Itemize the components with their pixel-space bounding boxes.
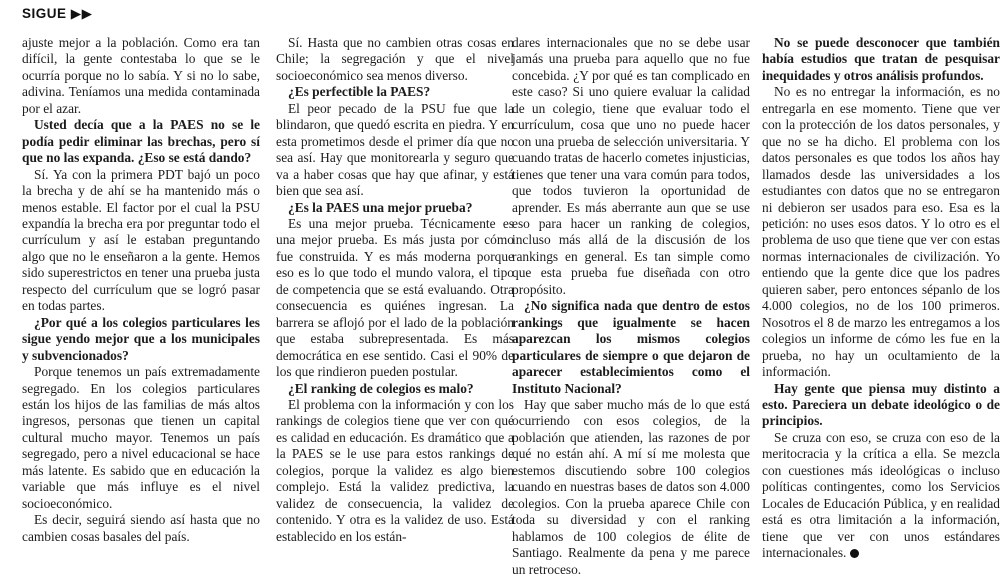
paragraph-text: Hay que saber mucho más de lo que está ocurriendo con esos colegios, de la población que atienden, las razones de por qué no están ahí. A mí sí me molesta que estemos discutiendo sobre 100 colegios cuando en nuestras bases de datos son 4.000 colegios. Con la prueba aparece Chile con toda su diversidad y con el ranking hablamos de 100 colegios de élite de Santiago. Realmente da pena y me parece un retroceso.: [512, 396, 750, 577]
paragraph-text: ¿El ranking de colegios es malo?: [288, 380, 474, 396]
paragraph-text: ¿Es perfectible la PAES?: [288, 84, 431, 100]
paragraph-text: Porque tenemos un país extremadamente segregado. En los colegios particulares están los hijos de las familias de más altos ingresos, personas que tienen un capital cultural mucho mayor. Tenemos un país segregado, pero a nivel educacional se hace más latente. Es sabido que en educación la variable que más influye es el nivel socioeconómico.: [22, 364, 260, 511]
article-column-1: [22, 35, 260, 545]
answer-paragraph: [22, 512, 260, 545]
article-column-3: [512, 35, 750, 578]
paragraph-text: El peor pecado de la PSU fue que la blindaron, que quedó escrita en piedra. Y en esta prometimos desde el primer día que no sea así. Hay que monitorearla y seguro que va a haber cosas que hay que afinar, y está bien que sea así.: [276, 100, 514, 199]
end-of-article-icon: [850, 549, 859, 558]
paragraph-text: No se puede desconocer que también había estudios que tratan de pesquisar inequidades y otros análisis profundos.: [762, 35, 1000, 83]
paragraph-text: El problema con la información y con los rankings de colegios tiene que ver con qué es calidad en educación. Es dramático que a la PAES se le use para estos rankings de colegios, porque la validez es algo bien complejo. Está la validez predictiva, la validez de consecuencia, la validez de contenido. Y otra es la validez de uso. Está establecido en los están-: [276, 396, 514, 544]
paragraph-text: No es no entregar la información, es no entregarla en ese momento. Tiene que ver con la protección de los datos personales, y que no se ha dicho. El problema con los datos personales es que todos los años hay llamados desde las universidades a los estudiantes con datos que no se entregaron ni debieron ser usados para eso. Esa es la petición: no uses esos datos. Y lo otro es el problema de uso que tiene que ver con estas normas internacionales de civilización. Yo entiendo que la gente dice que los padres quieren saber, pero entonces sépanlo de los 4.000 colegios, no de los 100 primeros. Nosotros el 8 de marzo les entregamos a los colegios un informe de cómo les fue en la prueba, no hay un ocultamiento de la información.: [762, 84, 1000, 380]
answer-paragraph: [22, 364, 260, 512]
paragraph-text: Hay gente que piensa muy distinto a esto. Pareciera un debate ideológico o de principios.: [762, 380, 1000, 429]
article-column-4: [762, 35, 1000, 562]
interview-question: [512, 298, 750, 397]
interview-subheading: [276, 200, 514, 216]
paragraph-text: ¿No significa nada que dentro de estos rankings que igualmente se hacen aparezcan los mismos colegios particulares de siempre o que dejaron de aparecer establecimientos como el Instituto Nacional?: [512, 298, 750, 396]
interview-question: [22, 117, 260, 166]
interview-question: [22, 315, 260, 364]
answer-paragraph: [276, 397, 514, 545]
answer-paragraph: [762, 430, 1000, 562]
answer-paragraph: [276, 35, 514, 84]
paragraph-text: ¿Es la PAES una mejor prueba?: [288, 199, 473, 215]
paragraph-text: Usted decía que a la PAES no se le podía pedir eliminar las brechas, pero sí que no las expanda. ¿Eso se está dando?: [22, 117, 260, 166]
answer-paragraph: [22, 35, 260, 117]
interview-subheading: [276, 84, 514, 100]
interview-question: [762, 381, 1000, 430]
answer-paragraph: [22, 167, 260, 315]
paragraph-text: Es decir, seguirá siendo así hasta que no cambien cosas basales del país.: [22, 512, 260, 544]
answer-paragraph: [512, 35, 750, 298]
paragraph-text: Sí. Hasta que no cambien otras cosas en Chile; la segregación y que el nivel socioeconómico sea menos diverso.: [276, 35, 514, 83]
article-column-2: [276, 35, 514, 545]
answer-paragraph: [276, 216, 514, 381]
answer-paragraph: [762, 84, 1000, 380]
answer-paragraph: [512, 397, 750, 578]
paragraph-text: ajuste mejor a la población. Como era tan difícil, la gente contestaba lo que se le ocurría porque no lo sabía. Y si no lo sabe, adivina. Teníamos una medida contaminada por el azar.: [22, 35, 260, 116]
paragraph-text: ¿Por qué a los colegios particulares les sigue yendo mejor que a los municipales y subvencionados?: [22, 314, 260, 363]
paragraph-text: Es una mejor prueba. Técnicamente es una mejor prueba. Es más justa por cómo fue construida. Y es más moderna porque eso es lo que todo el mundo valora, el tipo de competencia que se está evaluando. Otra consecuencia es quiénes ingresan. La barrera se aflojó por el lado de la población que estaba subrepresentada. Es más democrática en ese sentido. Casi el 90% de los que rindieron pueden postular.: [276, 215, 514, 380]
paragraph-text: Se cruza con eso, se cruza con eso de la meritocracia y la crítica a ella. Se mezcla con cuestiones más ideológicas o incluso políticas contingentes, como los Servicios Locales de Educación Pública, y en realidad está es otra limitación a la información, tiene que ver con unos estándares internacionales.: [762, 429, 1000, 561]
interview-question: [762, 35, 1000, 84]
interview-subheading: [276, 381, 514, 397]
continue-marker: SIGUE ▶▶: [22, 6, 93, 21]
paragraph-text: dares internacionales que no se debe usar jamás una prueba para aquello que no fue concebida. ¿Y por qué es tan complicado en este caso? Si uno quiere evaluar la calidad de un colegio, tiene que evaluar todo el currículum, cosa que uno no puede hacer con una prueba de selección universitaria. Y cuando tratas de hacerlo cometes injusticias, tienes que tener una vara común para todos, que todos tuvieron la oportunidad de aprender. Es más aberrante aun que se use eso para hacer un ranking de colegios, incluso más allá de la discusión de los rankings en general. Es tan simple como que esta prueba fue diseñada con otro propósito.: [512, 35, 750, 297]
answer-paragraph: [276, 101, 514, 200]
paragraph-text: Sí. Ya con la primera PDT bajó un poco la brecha y de ahí se ha mantenido más o menos estable. El factor por el cual la PSU expandía la brecha era por preguntar todo el currículum y así le estaban preguntando algo que no le enseñaron a la gente. Hemos sido superestrictos en tener una prueba justa respecto del currículum que se logró pasar en todas partes.: [22, 166, 260, 314]
